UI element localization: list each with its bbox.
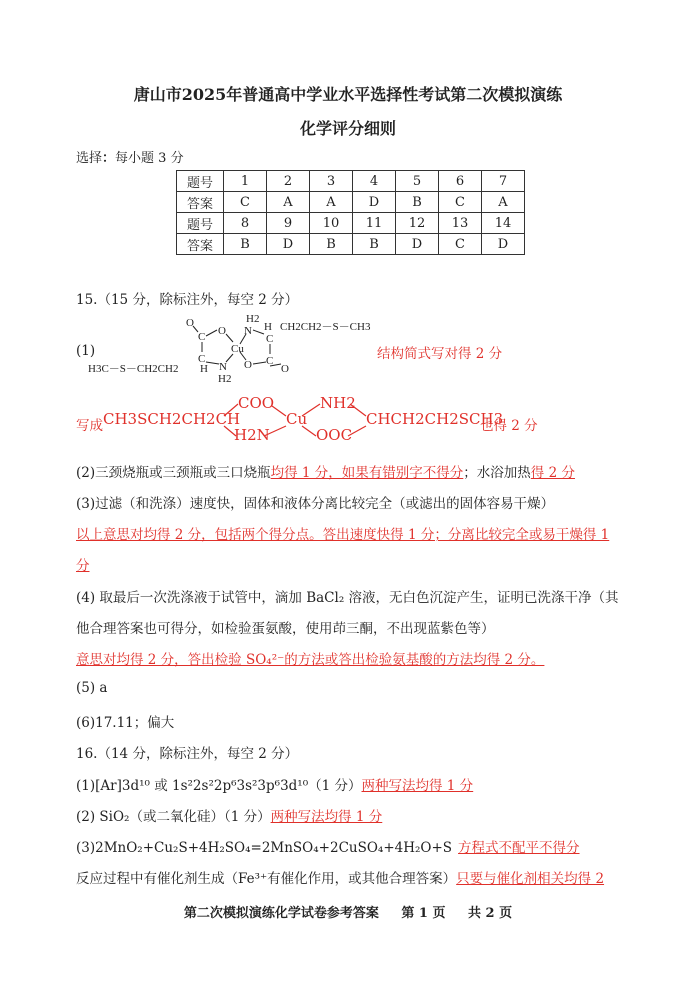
- table-cell: 7: [482, 171, 525, 192]
- table-cell: C: [439, 192, 482, 213]
- table-row-header: 答案: [177, 192, 224, 213]
- table-cell: B: [224, 234, 267, 255]
- struct-c3: C: [198, 353, 206, 365]
- table-cell: A: [267, 192, 310, 213]
- alt-nh2: NH2: [320, 394, 356, 412]
- alt-left-chain: CH3SCH2CH2CH: [103, 410, 241, 428]
- q15-p2-note1: 均得 1 分，如果有错别字不得分: [270, 465, 464, 481]
- answer-table: [176, 170, 525, 255]
- table-row: [177, 213, 525, 234]
- table-cell: 9: [267, 213, 310, 234]
- struct-h-top: H: [264, 321, 272, 333]
- q15-p3-note-a: 以上意思对均得 2 分，包括两个得分点。答出速度快得 1 分；分离比较完全或易干燥得 1: [76, 527, 610, 543]
- page-title: 唐山市2025年普通高中学业水平选择性考试第二次模拟演练: [133, 85, 563, 104]
- q15-p2-text: (2)三颈烧瓶或三颈瓶或三口烧瓶: [76, 465, 271, 481]
- q15-p1-note: 结构简式写对得 2 分: [377, 346, 503, 362]
- q15-header: 15.（15 分，除标注外，每空 2 分）: [76, 292, 299, 308]
- alt-coo: COO: [238, 394, 275, 412]
- table-cell: 11: [353, 213, 396, 234]
- copper-complex-structure: [88, 312, 378, 390]
- table-cell: B: [396, 192, 439, 213]
- table-cell: D: [482, 234, 525, 255]
- q16-p1-note: 两种写法均得 1 分: [361, 778, 474, 794]
- table-cell: 10: [310, 213, 353, 234]
- table-cell: 8: [224, 213, 267, 234]
- q16-p1-text: (1)[Ar]3d¹⁰ 或 1s²2s²2p⁶3s²3p⁶3d¹⁰（1 分）: [76, 778, 362, 794]
- q15-p4-text-b: 他合理答案也可得分，如检验蛋氨酸，使用茚三酮，不出现蓝紫色等）: [76, 621, 495, 637]
- struct-chain-bot: H3C－S－CH2CH2: [88, 363, 179, 375]
- section1-colon: ：: [102, 151, 116, 166]
- q16-p1: [76, 774, 473, 794]
- q15-p4-text-a: (4) 取最后一次洗涤液于试管中，滴加 BaCl₂ 溶液，无白色沉淀产生，证明已洗涤干净（其: [76, 590, 619, 606]
- table-cell: 6: [439, 171, 482, 192]
- page-footer: [0, 902, 696, 921]
- table-row: [177, 234, 525, 255]
- q15-p3-note-b: 分: [76, 558, 90, 574]
- table-cell: A: [310, 192, 353, 213]
- struct-h-bot: H: [200, 363, 208, 375]
- table-cell: 5: [396, 171, 439, 192]
- q16-p3: [76, 836, 580, 856]
- table-row-header: 题号: [177, 213, 224, 234]
- struct-o-bot: O: [281, 363, 289, 375]
- table-cell: 1: [224, 171, 267, 192]
- q16-header: 16.（14 分，除标注外，每空 2 分）: [76, 746, 299, 762]
- q15-p4-note: 意思对均得 2 分，答出检验 SO₄²⁻的方法或答出检验氨基酸的方法均得 2 分。: [76, 652, 545, 668]
- q16-p3-note: 方程式不配平不得分: [458, 840, 580, 856]
- table-cell: 12: [396, 213, 439, 234]
- struct-h2-bot: H2: [218, 373, 232, 385]
- q15-alt-structure: [76, 396, 636, 444]
- table-cell: B: [310, 234, 353, 255]
- struct-c1: C: [198, 331, 206, 343]
- q15-p1-label: (1): [76, 343, 96, 359]
- q16-p3b-note: 只要与催化剂相关均得 2: [456, 871, 605, 887]
- table-row: [177, 192, 525, 213]
- q16-p3b-text: 反应过程中有催化剂生成（Fe³⁺有催化作用，或其他合理答案）: [76, 871, 457, 887]
- alt-prefix: 写成: [76, 418, 103, 434]
- footer-name: 第二次模拟演练化学试卷参考答案: [183, 906, 379, 921]
- alt-right-chain: CHCH2CH2SCH3: [366, 410, 504, 428]
- table-cell: 13: [439, 213, 482, 234]
- alt-ooc: OOC: [316, 426, 353, 444]
- q15-p2-mid: ；水浴加热: [463, 465, 531, 481]
- table-cell: 3: [310, 171, 353, 192]
- table-row-header: 题号: [177, 171, 224, 192]
- struct-n-bot: N: [219, 361, 227, 373]
- q16-p2: [76, 805, 382, 825]
- section1-label: 选择: [76, 151, 103, 166]
- table-row-header: 答案: [177, 234, 224, 255]
- q15-p5: (5) a: [76, 680, 108, 696]
- table-cell: D: [267, 234, 310, 255]
- table-cell: C: [439, 234, 482, 255]
- section1-heading: [76, 147, 184, 166]
- table-cell: D: [353, 192, 396, 213]
- struct-c2: C: [266, 333, 274, 345]
- table-row: [177, 171, 525, 192]
- struct-c4: C: [266, 355, 274, 367]
- q16-p3-text: (3)2MnO₂+Cu₂S+4H₂SO₄=2MnSO₄+2CuSO₄+4H₂O+S: [76, 840, 453, 856]
- alt-bonds: [76, 396, 636, 444]
- table-cell: 2: [267, 171, 310, 192]
- table-cell: 4: [353, 171, 396, 192]
- struct-o-top: O: [186, 317, 194, 329]
- table-cell: B: [353, 234, 396, 255]
- struct-o-ring-bot: O: [244, 359, 252, 371]
- footer-page: 第 1 页: [401, 906, 446, 921]
- struct-cu: Cu: [231, 343, 244, 355]
- q16-p2-note: 两种写法均得 1 分: [270, 809, 383, 825]
- q15-p6: (6)17.11；偏大: [76, 715, 175, 731]
- q15-p2-note2: 得 2 分: [530, 465, 575, 481]
- q16-p2-text: (2) SiO₂（或二氧化硅）（1 分）: [76, 809, 271, 825]
- footer-total: 共 2 页: [468, 906, 513, 921]
- alt-cu: Cu: [286, 410, 308, 428]
- table-cell: D: [396, 234, 439, 255]
- table-cell: 14: [482, 213, 525, 234]
- section1-note: 每小题 3 分: [115, 151, 184, 166]
- struct-n-top: N: [244, 325, 252, 337]
- table-cell: A: [482, 192, 525, 213]
- q15-p2: [76, 461, 575, 481]
- alt-suffix: 也得 2 分: [480, 418, 538, 434]
- struct-o-ring-top: O: [218, 325, 226, 337]
- page-subtitle: 化学评分细则: [299, 119, 396, 138]
- struct-h2-top: H2: [246, 313, 260, 325]
- struct-chain-top: CH2CH2－S－CH3: [280, 321, 371, 333]
- alt-h2n: H2N: [234, 426, 270, 444]
- q15-p3-text: (3)过滤（和洗涤）速度快，固体和液体分离比较完全（或滤出的固体容易干燥）: [76, 496, 555, 512]
- table-cell: C: [224, 192, 267, 213]
- q16-p3b: [76, 867, 604, 887]
